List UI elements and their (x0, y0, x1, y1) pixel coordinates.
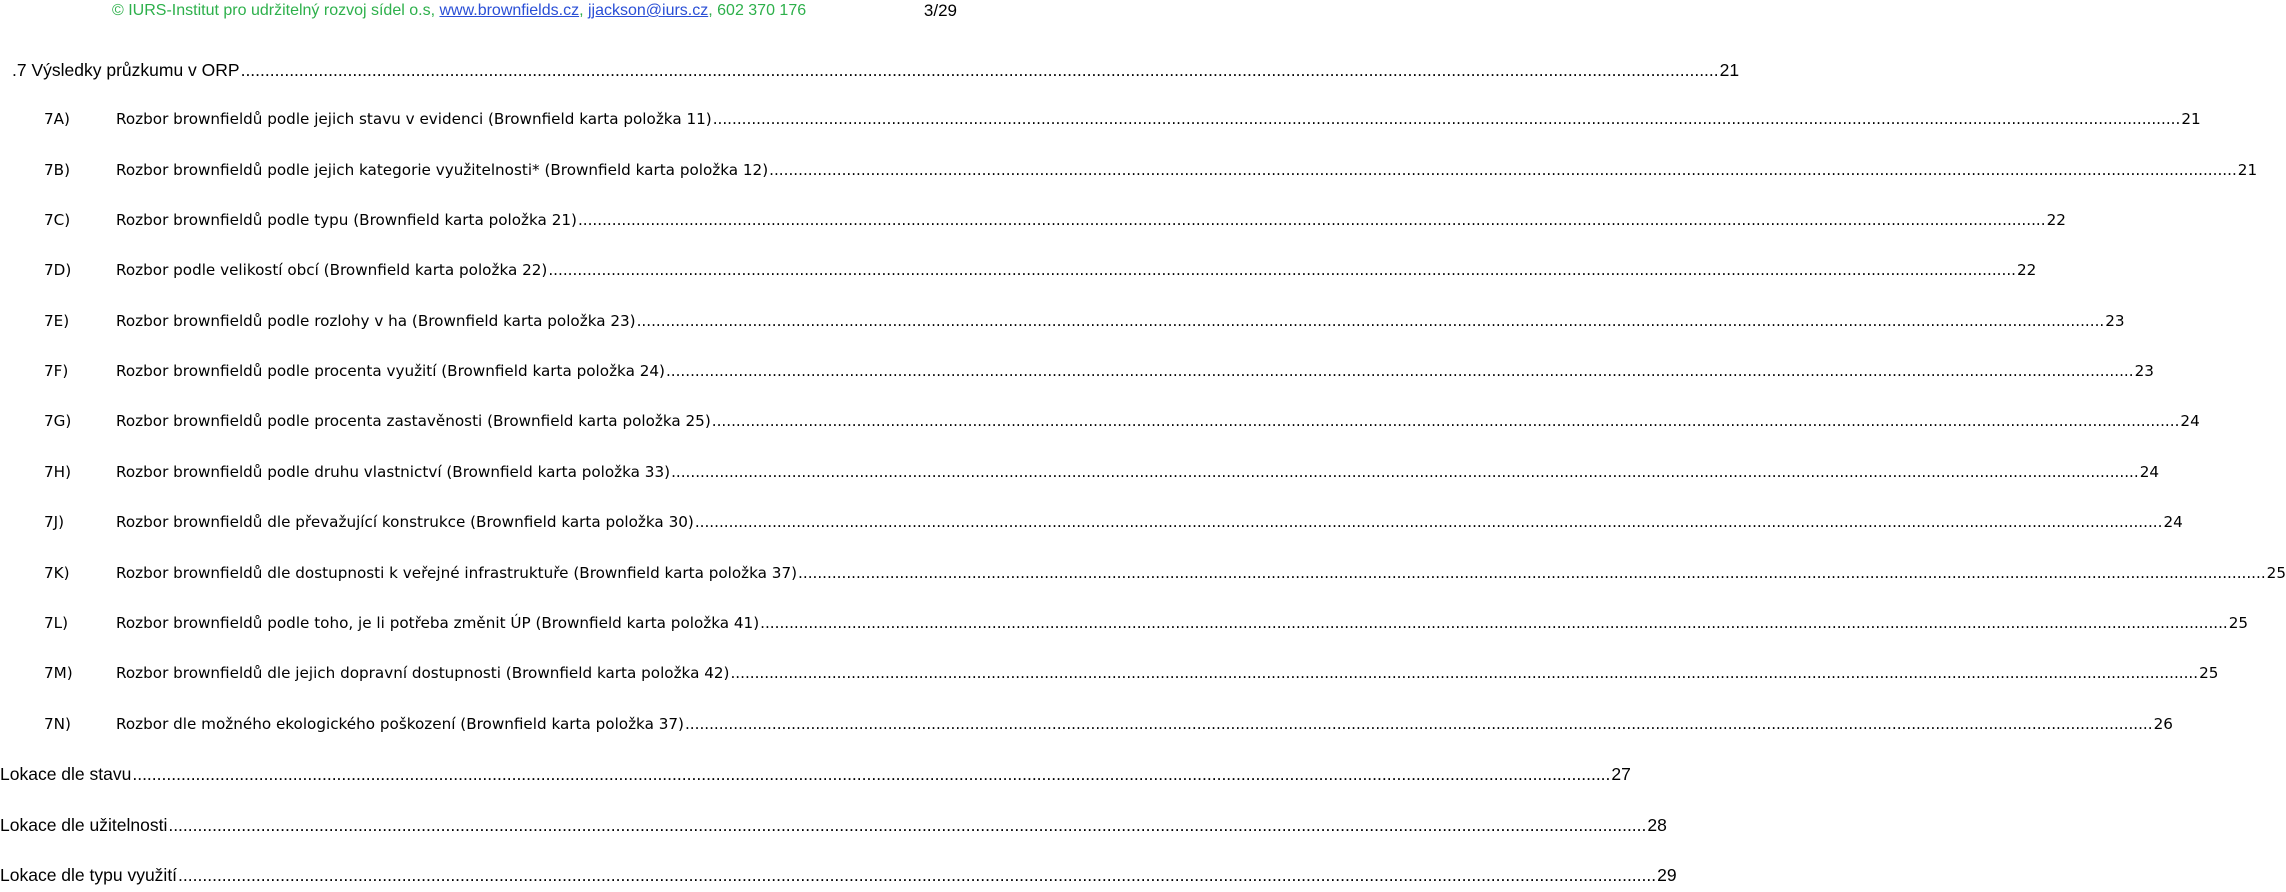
toc-entry-page: 25 (2266, 564, 2286, 582)
toc-entry-number: 7C) (44, 211, 71, 229)
toc-entry-number: 7B) (44, 161, 71, 179)
header-separator: , (579, 2, 588, 19)
toc-entry-page: 22 (2016, 261, 2037, 279)
toc-list-entry-uzitelnost[interactable] (0, 812, 1667, 838)
toc-leader-dots (730, 660, 2198, 686)
page-number: 3/29 (923, 1, 957, 20)
toc-entry-page: 21 (2181, 110, 2201, 128)
toc-entry-7d[interactable] (44, 257, 2037, 283)
toc-entry-title: Rozbor brownfieldů podle toho, je li potřeba změnit ÚP (Brownfield karta položka 41) (116, 614, 760, 632)
email-link[interactable]: jjackson@iurs.cz (587, 2, 709, 19)
toc-entry-7j[interactable] (44, 509, 2183, 535)
toc-entry-7c[interactable] (44, 207, 2066, 233)
toc-entry-number: 7G) (44, 412, 72, 430)
toc-entry-page: 25 (2228, 614, 2249, 632)
header-contact (112, 0, 806, 22)
toc-entry-7a[interactable] (44, 106, 2201, 132)
toc-entry-page: 27 (1611, 764, 1631, 784)
toc-leader-dots (671, 459, 2139, 485)
toc-leader-dots (769, 157, 2237, 183)
toc-entry-number: 7N) (44, 715, 71, 733)
toc-leader-dots (168, 812, 1646, 838)
toc-leader-dots (132, 761, 1610, 787)
toc-entry-title: Lokace dle užitelnosti (0, 815, 168, 835)
toc-entry-7l[interactable] (44, 610, 2249, 636)
toc-entry-page: 25 (2199, 664, 2219, 682)
toc-entry-number: 7A) (44, 110, 70, 128)
toc-entry-title: .7 Výsledky průzkumu v ORP (12, 60, 240, 80)
toc-entry-page: 24 (2139, 463, 2160, 481)
toc-entry-title: Rozbor brownfieldů dle převažující konstrukce (Brownfield karta položka 30) (116, 513, 694, 531)
toc-leader-dots (695, 509, 2163, 535)
toc-leader-dots (798, 560, 2266, 586)
toc-entry-title: Rozbor brownfieldů podle rozlohy v ha (Brownfield karta položka 23) (116, 312, 636, 330)
toc-leader-dots (713, 106, 2181, 132)
toc-entry-title: Rozbor brownfieldů podle druhu vlastnictví (Brownfield karta položka 33) (116, 463, 671, 481)
toc-entry-7b[interactable] (44, 157, 2258, 183)
toc-leader-dots (241, 57, 1719, 83)
toc-entry-number: 7F) (44, 362, 69, 380)
toc-entry-page: 21 (1719, 60, 1740, 80)
toc-entry-number: 7D) (44, 261, 72, 279)
toc-entry-title: Rozbor podle velikostí obcí (Brownfield karta položka 22) (116, 261, 548, 279)
toc-entry-title: Rozbor brownfieldů podle procenta zastavěnosti (Brownfield karta položka 25) (116, 412, 711, 430)
toc-entry-7g[interactable] (44, 408, 2200, 434)
toc-leader-dots (685, 711, 2153, 737)
toc-list-entry-stav[interactable] (0, 761, 1631, 787)
toc-entry-title: Lokace dle typu využití (0, 865, 178, 885)
toc-entry-title: Rozbor brownfieldů dle dostupnosti k veřejné infrastruktuře (Brownfield karta položka 37) (116, 564, 798, 582)
toc-entry-7f[interactable] (44, 358, 2154, 384)
toc-leader-dots (578, 207, 2046, 233)
toc-entry-title: Rozbor brownfieldů podle typu (Brownfield karta položka 21) (116, 211, 577, 229)
toc-leader-dots (666, 358, 2134, 384)
toc-entry-number: 7J) (44, 513, 65, 531)
toc-entry-number: 7L) (44, 614, 69, 632)
toc-leader-dots (760, 610, 2228, 636)
toc-entry-title: Rozbor brownfieldů podle jejich stavu v evidenci (Brownfield karta položka 11) (116, 110, 712, 128)
toc-entry-page: 23 (2134, 362, 2154, 380)
toc-entry-page: 24 (2163, 513, 2183, 531)
toc-entry-title: Rozbor brownfieldů podle jejich kategorie využitelnosti* (Brownfield karta položka 12) (116, 161, 769, 179)
toc-list-entry-typ-vyuziti[interactable] (0, 862, 1677, 888)
website-link[interactable]: www.brownfields.cz (439, 2, 580, 19)
toc-entry-page: 23 (2105, 312, 2125, 330)
toc-entry-title: Rozbor brownfieldů dle jejich dopravní dostupnosti (Brownfield karta položka 42) (116, 664, 730, 682)
toc-entry-page: 24 (2180, 412, 2200, 430)
toc-leader-dots (178, 862, 1656, 888)
toc-entry-7h[interactable] (44, 459, 2160, 485)
toc-entry-title: Rozbor dle možného ekologického poškození (Brownfield karta položka 37) (116, 715, 684, 733)
page-header (0, 0, 960, 30)
toc-entry-page: 21 (2237, 161, 2258, 179)
toc-leader-dots (712, 408, 2180, 434)
toc-entry-number: 7K) (44, 564, 70, 582)
toc-entry-number: 7M) (44, 664, 73, 682)
toc-leader-dots (548, 257, 2016, 283)
header-organization: © IURS-Institut pro udržitelný rozvoj sídel o.s, (112, 2, 440, 19)
toc-entry-page: 22 (2046, 211, 2066, 229)
toc-section-entry[interactable] (12, 57, 1740, 83)
toc-entry-number: 7E) (44, 312, 70, 330)
toc-leader-dots (637, 308, 2105, 334)
toc-entry-number: 7H) (44, 463, 72, 481)
toc-entry-7m[interactable] (44, 660, 2219, 686)
toc-entry-title: Rozbor brownfieldů podle procenta využití (Brownfield karta položka 24) (116, 362, 665, 380)
toc-entry-7e[interactable] (44, 308, 2125, 334)
toc-entry-title: Lokace dle stavu (0, 764, 132, 784)
toc-entry-7k[interactable] (44, 560, 2286, 586)
toc-entry-7n[interactable] (44, 711, 2173, 737)
header-phone: , 602 370 176 (708, 2, 807, 19)
toc-entry-page: 26 (2153, 715, 2173, 733)
toc-entry-page: 28 (1647, 815, 1667, 835)
toc-entry-page: 29 (1657, 865, 1677, 885)
